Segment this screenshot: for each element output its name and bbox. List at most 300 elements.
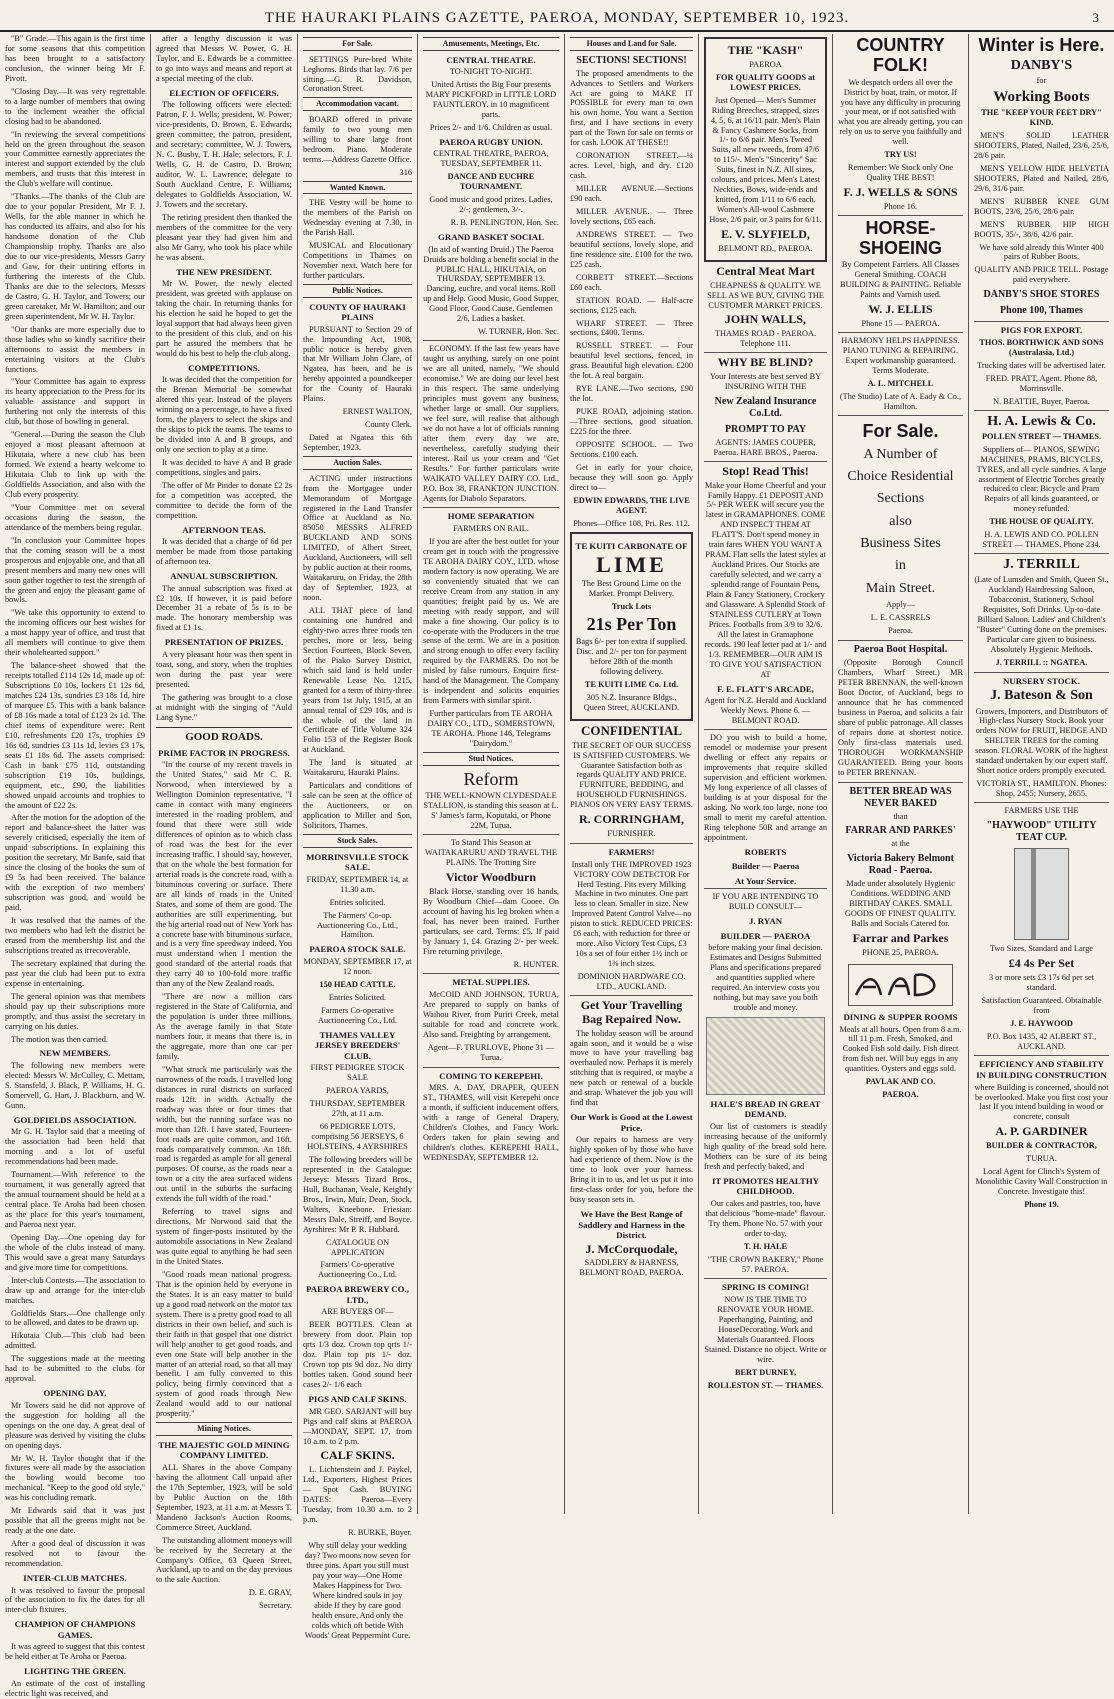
stock-sales-header: Stock Sales. <box>303 834 412 848</box>
brewery-items: BEER BOTTLES. Clean at brewery from door. Plain top qrts 1/3 doz. Crown top qrts 1/- doz. Plain top pts 1/- doz. Crown top pts 9d doz. No dirty bottles taken. Good sound beer cases 2/- 1/6 each <box>303 1320 412 1390</box>
jersey-auctioneer: Farmers' Co-operative Auctioneering Co., Ltd. <box>317 1260 398 1280</box>
article-para: "In reviewing the several competitions held on the green throughout the season your Committee earnestly appreciates the interest and support extended by the club members, and trusts that this interest in the Club's welfare will continue. <box>5 129 145 189</box>
sale-auctioneer: The Farmers' Co-op. Auctioneering Co., Ltd., Hamilton. <box>316 910 399 940</box>
article-para: ALL Shares in the above Company having the allotment Call unpaid after the 17th September, 1923, will be sold by Public Auction on the 18th September, 1923, at 11 a.m. at Messrs T. Mandeno Jackson's Auction Rooms, Commerce Street, Auckland. <box>156 1462 292 1532</box>
build-name: ROBERTS <box>744 846 787 857</box>
blind-agents: AGENTS: JAMES COUPER, Paeroa. HARE BROS., Paeroa. <box>713 437 818 457</box>
danby-stock: We have sold already this Winter 400 pairs of Rubber Boots. <box>979 242 1104 262</box>
article-para: The outstanding allotment moneys will be received by the Secretary at the Company's Office, 63 Queen Street, Auckland, up to and on the day previous to the sale Auction. <box>156 1535 292 1585</box>
article-para: The gathering was brought to a close at midnight with the singing of "Auld Lang Syne." <box>156 692 292 722</box>
column-8 <box>968 34 1114 1514</box>
article-para: "Thanks.—The thanks of the Club are due to your popular President, Mr F. J. Wells, for the able manner in which he has conducted its affairs, and also for his handsome donation of the Club Championship trophy. Thanks are also due to our vice-presidents, Messrs Garry and Gaw, for their untiring efforts in furthering the interests of the Club. Thanks are due to the selectors, Messrs de Castro, G. H. Taylor, and Towers; our green caretaker, Mr W. Hamilton; and our green superintendent, Mr W. H. Taylor. <box>5 192 145 321</box>
article-para: The following new members were elected: Messrs W. McCulley, C. Mettam, S. Stansfeld, J. Black, P. Williams, H. G. Somervell, G. Hart, J. Blackburn, and W. Gunn. <box>5 1061 145 1110</box>
masthead <box>0 6 1114 32</box>
lime-price: 21s Per Ton <box>586 614 677 635</box>
theatre-title: CENTRAL THEATRE. <box>446 54 536 65</box>
saddlery-addr: SADDLERY & HARNESS, BELMONT ROAD, PAEROA. <box>579 1258 684 1278</box>
country-text: We despatch orders all over the District by boat, train, or motor. If you have any difficulty in procuring your meat, or if not satisfied with what you are already getting, you can rely on us to serve you faithfully and well. <box>838 77 963 147</box>
notice-text: ACTING under instructions from the Mortgagee under Memorandum of Mortgage registered in the Land Transfer Office at Auckland as No. 85050 MESSRS ALFRED BUCKLAND AND SONS LIMITED, of Albert Street, Auckland, Auctioneers, will sell by public auction at their rooms, Waitakaruru, on Friday, the 28th day of September, 1923, at noon. <box>303 473 412 603</box>
article-para: An estimate of the cost of installing electric light was received, and <box>5 1678 145 1698</box>
column-4 <box>417 34 564 1514</box>
cup-sizes: Two Sizes, Standard and Large <box>989 944 1094 954</box>
gardiner-agent: Local Agent for Clinch's System of Monolithic Cavity Wall Construction in Concrete. Investigate this! <box>975 1167 1108 1196</box>
article-para: The secretary explained that during the past year the club had been put to extra expense in entertaining. <box>5 958 145 988</box>
saddlery-tag: We Have the Best Range of Saddlery and Harness in the District. <box>578 1208 685 1241</box>
calf-buyer: R. BURKE, Buyer. <box>348 1527 412 1537</box>
article-para: Mr G. H. Taylor said that a meeting of the association had been held that morning and a lot of useful recommendations had been made. <box>5 1127 145 1167</box>
lewis-text: Suppliers of— PIANOS, SEWING MACHINES, PRAMS, BICYCLES, TYRES, and all cycle sundries. A large assortment of Electric Torches greatly reduced to clear. Bicycle and Pram Repairs of all kinds guaranteed, or money refunded. <box>976 444 1107 514</box>
column-1 <box>0 34 150 1698</box>
spring-title: SPRING IS COMING! <box>704 1278 827 1293</box>
subhead-president: THE NEW PRESIDENT. <box>176 266 272 277</box>
reform-title: Reform <box>463 768 519 789</box>
metal-text: McCOID AND JOHNSON, TURUA, Are prepared to supply on banks of Waihou River, from Puriri Creek, metal suitable for road and concrete work. Also sand. Freighting by arrangement. <box>423 990 559 1039</box>
article-para: It was agreed to suggest that this contest be held either at Te Aroha or Paeroa. <box>5 1642 145 1662</box>
article-para: "In the course of my recent travels in the United States," said Mr C. R. Norwood, when interviewed by a Wellington Dominion representative, "I came in contact with many engineers interested in the roading problem, and found that there were still wide differences of opinion as to which class of road was the best for the ever increasing traffic. I should say, however, that on the whole the best formation for arterial roads is the concrete road, with a bituminous covering or surface. There are all kinds of roads in the United States, and some of them are good. The authorities are still experimenting, but the big arterial road out of New York has a concrete base with bituminous surface, and is a very fine speedway indeed. You must understand when I mention the good standard of the arterial roads that they carry 40 to 100-fold more traffic than any of the New Zealand roads. <box>156 760 292 989</box>
fp-name: Farrar and Parkes <box>852 931 949 946</box>
nursery-title: NURSERY STOCK. <box>974 672 1109 687</box>
pavlak-logo <box>848 964 953 1006</box>
sale-line: Choice Residential <box>847 468 954 484</box>
signature: ERNEST WALTON, <box>342 407 412 417</box>
social-sig: W. TURNER, Hon. Sec. <box>478 327 559 337</box>
article-para: "General.—During the season the Club enjoyed a most pleasant afternoon at Hikutaia, where a new club has been formed. We extend a hearty welcome to Hikutaia Club to link up with the Goldfields Association, and also with the Club every prosperity. <box>5 430 145 499</box>
ryan-name: J. RYAN <box>748 916 783 927</box>
country-phone: Phone 16. <box>883 201 918 211</box>
ryan-intro: IF YOU ARE INTENDING TO BUILD CONSULT— <box>704 888 827 912</box>
pigs-export-title: PIGS FOR EXPORT. <box>974 321 1109 336</box>
danby-item: MEN'S RUBBER HIP HIGH BOOTS, 35/-, 38/6, 42/6 pair. <box>974 219 1109 239</box>
subhead-prime-factor: PRIME FACTOR IN PROGRESS. <box>158 747 290 758</box>
subhead-champion: CHAMPION OF CHAMPIONS GAMES. <box>14 1619 136 1640</box>
article-para: After the motion for the adoption of the report and balance-sheet the latter was severely criticised, especially the item of unpaid subscriptions. In explaining this position the secretary, Mr Banfe, said that since the closing of the books the sum of £9 5s had been received. The balance with the exception of two members' subscription was good, and would be paid. <box>5 813 145 913</box>
confidential-title: CONFIDENTIAL <box>580 722 683 738</box>
travel-good: Our Work is Good at the Lowest Price. <box>570 1112 693 1133</box>
lime-co: TE KUITI LIME Co. Ltd. <box>584 679 679 689</box>
notice-text: PURSUANT to Section 29 of the Impounding Act, 1908, public notice is hereby given that Mr William John Clare, of Ngatea, has been, and he is hereby appointed a poundkeeper for the County of Hauraki Plains. <box>303 324 412 404</box>
lime-word: LIME <box>596 552 667 578</box>
country-name: F. J. WELLS & SONS <box>843 185 958 200</box>
listing: CORBETT STREET.—Sections £60 each. <box>570 272 693 292</box>
spring-name: BERT DURNEY, <box>734 1367 797 1377</box>
meat-addr: THAMES ROAD - PAEROA. Telephone 111. <box>714 329 817 349</box>
article-para: It was decided that a charge of 6d per member be made from those partaking of afternoon tea. <box>156 537 292 567</box>
gardiner-text: where Building is concerned, should not be overlooked. Make you first cost your last If you intend building in wood or concrete, consult <box>974 1082 1109 1122</box>
county-title: COUNTY OF HAURAKI PLAINS <box>309 301 406 323</box>
bread-bakery: Victoria Bakery Belmont Road - Paeroa. <box>847 853 954 877</box>
kash-sub: FOR QUALITY GOODS at LOWEST PRICES. <box>715 72 816 92</box>
article-para: The annual subscription was fixed at £2 10s. If however, it is paid before December 31 a rebate of 5s is to be made. The honorary membership was fixed at £1 1s. <box>156 583 292 633</box>
gardiner-trade: BUILDER & CONTRACTOR, <box>986 1141 1097 1151</box>
notice-text: ALL THAT piece of land containing one hundred and eighty-two acres three roods ten perches, more or less, being Section Fourteen, Block Seven, of the Piako Survey District, which said land is held under Renewable Lease No. 1215, granted for a term of thirty-three years from 1st July, 1915, at an annual rental of £29 10s, and is the whole of the land in Certificate of Title Volume 324 Folio 153 of the Register Book at Auckland. <box>303 606 412 755</box>
classified-ad: MUSICAL and Elocutionary Competitions in Thames on November next. Watch here for further particulars. <box>303 241 412 280</box>
lime-addr: 305 N.Z. Insurance Bldgs., Queen Street, AUCKLAND. <box>583 692 680 712</box>
article-para: "Our thanks are more especially due to those ladies who so kindly sacrifice their afternoons to assist the members in entertaining visitors at the Club's functions. <box>5 324 145 374</box>
rugby-title: PAEROA RUGBY UNION. <box>439 136 543 147</box>
country-remember: Remember: We Stock only One Quality THE BEST! <box>847 163 954 183</box>
bread-illustration <box>706 1017 825 1095</box>
article-para: Hikutaia Club.—This club had been admitted. <box>5 1331 145 1351</box>
boot-title: Paeroa Boot Hospital. <box>838 640 963 656</box>
classified-ad: THE Vestry will be home to the members of the Parish on Wednesday evening at 7.30, in the Parish Hall. <box>303 198 412 238</box>
woodburn-text: Black Horse, standing over 16 hands, By Woodburn Chief—dam Cooee. On account of having his leg broken when a foal, has never been trained. Further particulars, see card. Terms: £5. If paid by January 1, £4. Grazing 2/- per week. Fire returning privilege. <box>423 886 559 956</box>
classified-ad: SETTINGS Pure-bred White Leghorns. Birds that lay. 7/6 per sitting.—G. R. Davidson, Coronation Street. <box>303 54 412 94</box>
article-para: "In conclusion your Committee hopes that the coming season will be a most prosperous and enjoyable one, and that all present members and many new ones will soon gather together to test the strength of the green and enjoy the pleasant game of bowls. <box>5 535 145 605</box>
meat-text: CHEAPNESS & QUALITY. WE SELL AS WE BUY, GIVING THE CUSTOMER MARKET PRICES. <box>707 280 824 310</box>
danby-item: MEN'S YELLOW HIDE HELVETIA SHOOTERS, Plated and Nailed, 28/6, 29/6, 31/6 pair. <box>974 163 1109 193</box>
hale-text2: Our cakes and pastries, too, have that delicious "home-made" flavour. Try them. Phone No. 57 with your order to-day. <box>705 1198 826 1238</box>
mining-title: THE MAJESTIC GOLD MINING COMPANY LIMITED. <box>158 1439 290 1461</box>
sections-text: The proposed amendments to the Advances to Settlers and Workers Act are going to MAKE IT POSSIBLE for every man to own his own home. You want a Section first, and I have sections in every part of the Town for sale on terms or for cash. LOOK AT THESE!! <box>570 68 693 148</box>
rugby-place: CENTRAL THEATRE, PAEROA, TUESDAY, SEPTEMBER 11. <box>433 149 549 169</box>
danby-kind: THE "KEEP YOUR FEET DRY" KIND. <box>981 108 1102 128</box>
article-para: The motion was then carried. <box>11 1034 108 1044</box>
article-para: It was resolved that the names of the two members who had left the district be erased from the membership list and the subscriptions treated as irrecoverable. <box>5 916 145 955</box>
gardiner-name: A. P. GARDINER <box>995 1124 1088 1139</box>
article-para: The retiring president then thanked the members of the committee for the very pleasant year they had given him and also Mr Garry, who took his place while he was absent. <box>156 212 292 262</box>
bread-name: FARRAR AND PARKES' <box>845 825 956 837</box>
meat-name: JOHN WALLS, <box>724 312 807 327</box>
lewis-sig: H. A. LEWIS AND CO. POLLEN STREET — THAMES. Phone 234. <box>982 530 1101 550</box>
sale-line: Business Sites <box>860 536 941 552</box>
subhead-goldfields: GOLDFIELDS ASSOCIATION. <box>13 1114 137 1125</box>
article-para: after a lengthy discussion it was agreed that Messrs W. Power, G. H. Taylor, and E. Edwards be a committee to go into ways and means and report at a special meeting of the club. <box>156 34 292 83</box>
sale-date: FRIDAY, SEPTEMBER 14, at 11.30 a.m. <box>306 874 409 894</box>
accommodation-header: Accommodation vacant. <box>303 97 412 111</box>
subhead-new-members: NEW MEMBERS. <box>39 1048 111 1059</box>
script-logo-icon <box>851 969 951 1001</box>
bread-text: Made under absolutely Hygienic Conditions. WEDDING AND BIRTHDAY CAKES. SMALL GOODS OF FINEST QUALITY. Balls and Socials Catered for. <box>844 879 957 929</box>
subhead-interclub: INTER-CLUB MATCHES. <box>23 1572 127 1583</box>
sale-auctioneer: Farmers Co-operative Auctioneering Co., Ltd. <box>317 1005 398 1025</box>
travel-title: Get Your Travelling Bag Repaired Now. <box>570 995 693 1027</box>
signature: Secretary. <box>259 1601 292 1611</box>
bread-title: BETTER BREAD WAS NEVER BAKED <box>838 782 963 810</box>
listing: RYE LANE.—Two sections, £90 the lot. <box>570 384 693 404</box>
home-sep-title: HOME SEPARATION <box>423 507 559 522</box>
sale-line: Sections <box>876 491 925 507</box>
column-5 <box>564 34 698 1514</box>
danby-boots: Working Boots <box>993 88 1090 105</box>
cup-price: £4 4s Per Set <box>1008 955 1075 970</box>
signature: County Clerk. <box>364 420 412 430</box>
kerepehi-text: MRS. A. DAY, DRAPER, QUEEN ST., THAMES, will visit Kerepehi once a month, if sufficient inducement offers, with a range of General Drapery, Children's Clothes, and Fancy Work. Orders taken for plain sewing and children's clothes. KEREPEHI HALL, WEDNESDAY, SEPTEMBER 12. <box>423 1083 559 1162</box>
masthead-title: THE HAURAKI PLAINS GAZETTE, PAEROA, MONDAY, SEPTEMBER 10, 1923. <box>264 10 850 26</box>
article-para: The balance-sheet showed that the receipts totalled £114 12s 1d, made up of: Subscriptions £0 10s, lockers £1 12s 6d, matches £24 13s, sundries £3 18s 1d, hire of marquee £5. This with a bank balance of £8 16s made a total of £123 2s 1d. The chief items of expenditure were: Rent £10, refreshments £20 17s, trophies £9 16s 6d, sundries £3 11s 1d, levies £3 17s, seats £1 18s 6d. The assets comprised: Cash in bank £75 11d, outstanding subscription £19 10s, buildings, equipment, etc., £90, the liabilities showed unpaid accounts and trophies to the amount of £22 2s. <box>5 661 145 810</box>
theatre-text: United Artists the Big Four presents MARY PICKFORD in LITTLE LORD FAUNTLEROY. in 10 magnificent parts. <box>425 80 557 119</box>
article-para: Mr Towers said he did not approve of the suggestion for holding all the openings on the one day. A great deal of pleasure was derived by visiting the clubs on opening days. <box>5 1400 145 1450</box>
column-6 <box>698 34 832 1514</box>
theatre-prices: Prices 2/- and 1/6. Children as usual. <box>429 122 553 132</box>
sale-line: A Number of <box>863 446 938 462</box>
page-number: 3 <box>1092 10 1100 25</box>
subhead-teas: AFTERNOON TEAS. <box>182 524 266 535</box>
article-para: Mr W. H. Taylor thought that if the fixtures were all made by the association the bowling would become too mechanical. "Keep to the good old style," was his concluding remark. <box>5 1453 145 1503</box>
social-title: GRAND BASKET SOCIAL <box>438 232 544 243</box>
pigs-co: THOS. BORTHWICK AND SONS (Australasia, Ltd.) <box>979 337 1104 357</box>
bread-than: than <box>893 811 908 821</box>
notice-text: Particulars and conditions of sale can be seen at the office of the Auctioneers, or on application to Miller and Son, Solicitors, Thames. <box>303 781 412 831</box>
subhead-annual: ANNUAL SUBSCRIPTION. <box>170 571 278 582</box>
fp-phone: PHONE 25, PAEROA. <box>862 948 939 957</box>
cup-name: J. E. HAYWOOD <box>1010 1018 1073 1028</box>
ryan-trade: BUILDER — PAEROA <box>720 930 811 941</box>
hale-health: IT PROMOTES HEALTHY CHILDHOOD. <box>711 1175 820 1197</box>
sale-line: also <box>889 513 912 529</box>
woodburn-intro: To Stand This Season at WAITAKARURU AND TRAVEL THE PLAINS. The Trotting Sire <box>423 834 559 868</box>
harmony-name: A. L. MITCHELL <box>867 378 934 388</box>
harmony-addr: (The Studio) Late of A. Eady & Co., Hamilton. <box>839 391 962 411</box>
horse-phone: Phone 15 — PAEROA. <box>861 319 940 329</box>
corringham-trade: FURNISHER. <box>607 829 656 839</box>
kash-name: E. V. SLYFIELD, <box>721 227 810 242</box>
article-para: The suggestions made at the meeting had to be submitted to the clubs for approval. <box>5 1354 145 1384</box>
sale-name: L. E. CASSRELS <box>870 613 931 623</box>
listing: MILLER AVENUE. — Three lovely sections, £65 each. <box>570 206 693 226</box>
blind-company: New Zealand Insurance Co.Ltd. <box>714 395 817 419</box>
jersey-catalogue: CATALOGUE ON APPLICATION <box>325 1237 390 1257</box>
article-para: Goldfields Stars.—One challenge only to be allowed, and dates to be drawn up. <box>5 1308 145 1328</box>
cup-sat: Satisfaction Guaranteed. Obtainable from <box>981 995 1102 1015</box>
mining-notices-header: Mining Notices. <box>156 1422 292 1436</box>
calf-text: L. Lichtenstein and J. Paykel, Ltd., Exporters. Highest Prices — Spot Cash. BUYING DATES: Paeroa—Every Tuesday, from 10.30 a.m. to 2 p.m. <box>303 1465 412 1525</box>
subhead-competitions: COMPETITIONS. <box>188 362 260 373</box>
kash-addr: BELMONT RD., PAEROA. <box>718 243 813 253</box>
bateson-addr: VICTORIA ST., HAMILTON. Phones: Shop, 2455; Nursery, 2655. <box>976 779 1107 799</box>
blind-title: WHY BE BLIND? <box>704 352 827 370</box>
sale-cattle: 150 HEAD CATTLE. <box>319 979 396 989</box>
travel-text2: Our repairs to harness are very highly spoken of by those who have had experience of them. Now is the time to look over your harness. Bring it in to us, and let us put it into first-class order for you, before the busy season sets in. <box>570 1135 693 1205</box>
article-para: Opening Day.—One opening day for the whole of the clubs instead of many. This would save a great many Saturdays and give more time for competitions. <box>5 1232 145 1272</box>
confidential-text: THE SECRET OF OUR SUCCESS IS SATISFIED CUSTOMERS. We Guarantee Satisfaction both as regards QUALITY AND PRICE. FURNITURE, BEDDING, and HOUSEHOLD FURNISHINGS. PIANOS ON VERY EASY TERMS. <box>570 740 693 810</box>
article-para: "There are now a million cars registered in the State of California, and the population is under three millions. As the average family in that State numbers four, it means that there is, in the aggregate, more than one car per family. <box>156 992 292 1061</box>
column-7 <box>832 34 968 1514</box>
amusements-header: Amusements, Meetings, Etc. <box>423 37 559 51</box>
article-para: "Good roads mean national progress. That is the opinion held by everyone in the States. It is an easy matter to build up a good road network on the motor tax system. There is a pretty good road to all districts in their own belief, and such is their faith in that gospel that one district will help another to get good roads, and even one State will help another in the matter of an arterial road, so that all may benefit. I am fully converted to this policy, being firmly convinced that a system of good roads through New Zealand would add to our national prosperity." <box>156 1269 292 1419</box>
pigs-text: MR GEO. SARJANT will buy Pigs and calf skins at PAEROA—MONDAY, SEPT. 17, from 10 a.m. to 2 p.m. <box>303 1406 412 1446</box>
sale-date: MONDAY, SEPTEMBER 17, at 12 noon. <box>303 956 412 976</box>
article-para: Mr Edwards said that it was just possible that all the greens might not be ready at the one date. <box>5 1506 145 1536</box>
blind-text: Your Interests are best served BY INSURING WITH THE <box>709 371 822 391</box>
metal-title: METAL SUPPLIES. <box>423 973 559 988</box>
danby-title: DANBY'S <box>1010 57 1073 73</box>
woodburn-title: Victor Woodburn <box>445 870 537 885</box>
article-para: It was resolved to favour the proposal of the association to fix the dates for all inter-club fixtures. <box>5 1585 145 1615</box>
blind-prompt: PROMPT TO PAY <box>724 423 807 435</box>
tonight: TO-NIGHT TO-NIGHT. <box>449 67 533 77</box>
metal-sig: Agent—F. TRURLOVE, Phone 31 — Turua. <box>427 1042 555 1062</box>
reform-text: THE WELL-KNOWN CLYDESDALE STALLION, is standing this season at L. S' James's farm, Koputaki, or Phone 22M, Turua. <box>423 791 559 831</box>
jersey-title: THAMES VALLEY JERSEY BREEDERS' CLUB. <box>314 1029 401 1061</box>
dining-text: Meals at all hours. Open from 8 a.m. till 11 p.m. Fresh, Smoked, and Cooked Fish sold daily. Fish direct from fish net. Will buy eggs in any quantities. Oysters and eggs sold. <box>839 1024 962 1074</box>
article-para: A very pleasant hour was then spent in toast, song, and story, when the trophies won during the past year were presented. <box>156 649 292 689</box>
cup-intro: FARMERS USE THE <box>974 802 1109 816</box>
danby-phone: Phone 100, Thames <box>1000 305 1083 317</box>
terrill-text: (Late of Lumsden and Smith, Queen St., Auckland) Hairdressing Saloon, Tobacconist, Stationery, School Requisites, Soft Drinks. Up-to-date Billiard Saloon. Ladies' and Children's "Buster" Cutting done on the premises. Particular care given to business. Absolutely Hygienic Methods. <box>974 575 1109 654</box>
pigs-title: PIGS AND CALF SKINS. <box>308 1394 407 1405</box>
hale-title: HALE'S BREAD IN GREAT DEMAND. <box>710 1098 821 1120</box>
farmers-title: FARMERS! <box>570 843 693 858</box>
lewis-addr: POLLEN STREET — THAMES. <box>981 431 1102 441</box>
home-sep-sig: Further particulars from TE AROHA DAIRY CO., LTD., SOMERSTOWN, TE AROHA. Phone 146, Telegrams "Dairydom." <box>427 709 555 749</box>
woodburn-sig: R. HUNTER. <box>513 959 559 969</box>
hale-text: Our list of customers is steadily increasing because of the uniformly high quality of the bread sold here. Mothers can be sure of its being fresh and perfectly baked, and <box>704 1121 827 1171</box>
ad-number: 316 <box>399 167 412 177</box>
paeroa-sale-title: PAEROA STOCK SALE. <box>309 944 406 955</box>
corringham-name: R. CORRINGHAM, <box>579 812 684 827</box>
listing: OPPOSITE SCHOOL. — Two Sections. £100 each. <box>570 440 693 459</box>
pigs-text: Trucking dates will be advertised later. <box>977 360 1106 370</box>
auction-sales-header: Auction Sales. <box>303 456 412 470</box>
cup-addr: P.O. Box 1435, 42 ALBERT ST., AUCKLAND. <box>986 1031 1097 1051</box>
agent-name: EDWIN EDWARDS, THE LIVE AGENT. <box>573 495 690 515</box>
farmers-text: Install only THE IMPROVED 1923 VICTORY COW DETECTOR For Herd Testing. Fits every Milking Machine in two minutes. One part less to clean. Smaller in size. New Improved Patent Control Valve—no piston to stick. REDUCED PRICES: £6 each, with reduction for three or more. Also Victory Test Cups, £3 10s a set of four either 1½ inch or 1⅜ inch sizes. <box>570 859 693 969</box>
jersey-lots: 66 PEDIGREE LOTS, comprising 56 JERSEYS, 6 HOLSTEINS, 4 AYRSHIRES <box>307 1122 408 1151</box>
bread-at: at the <box>891 839 910 849</box>
sale-place: Paeroa. <box>888 626 913 636</box>
danby-item: MEN'S SOLID LEATHER SHOOTERS, Plated, Nailed, 23/6, 25/6, 28/6 pair. <box>974 131 1109 160</box>
horse-name: W. J. ELLIS <box>868 302 933 317</box>
stop-title: Stop! Read This! <box>704 461 827 479</box>
country-try: TRY US! <box>884 150 917 160</box>
harmony-text: HARMONY HELPS HAPPINESS. PIANO TUNING & REPAIRING. Expert workmanship guaranteed. Terms Moderate. <box>838 332 963 376</box>
build-service: At Your Service. <box>734 875 797 886</box>
stud-notices-header: Stud Notices. <box>423 752 559 766</box>
classified-ad: BOARD offered in private family to two young men willing to share large front bedroom. Piano. Moderate terms.—Address Gazette Office. <box>303 115 412 164</box>
sale-entries: Entries solicited. <box>329 897 386 907</box>
cup-title: "HAYWOOD" UTILITY TEAT CUP. <box>986 820 1097 844</box>
build-text: DO you wish to build a home, remodel or modernise your present dwelling or effect any repairs or improvements that require skilled supervision and efficient workmen. My long experience of all classes of building is at your disposal for the asking. No work too large, none too small to merit my careful attention. Ring telephone 50R and arrange an appointment. <box>704 729 827 842</box>
rugby-sig: R. B. PENLINGTON, Hon. Sec. <box>450 218 559 228</box>
home-sep-sub: FARMERS ON RAIL. <box>453 524 529 533</box>
article-para: "Your Committee met on several occasions during the season, the attendance of the members being regular. <box>5 502 145 532</box>
hale-name: T. H. HALE <box>743 1241 788 1251</box>
sale-line: Main Street. <box>865 580 936 596</box>
rugby-event: DANCE AND EUCHRE TOURNAMENT. <box>447 172 535 192</box>
danby-for: for <box>1036 75 1047 85</box>
horse-text: By Competent Farriers. All Classes General Smithing. COACH BUILDING & PAINTING. Reliable Paints and Varnish used. <box>840 260 961 300</box>
column-2 <box>150 34 297 1611</box>
public-notices-header: Public Notices. <box>303 284 412 298</box>
headline-good-roads: GOOD ROADS. <box>156 727 292 744</box>
listing: PUKE ROAD, adjoining station.—Three sections, good situation. £225 for the three. <box>570 407 693 437</box>
brewery-sub: ARE BUYERS OF— <box>321 1307 394 1317</box>
lime-text: The Best Ground Lime on the Market. Prompt Delivery. <box>581 579 682 599</box>
lime-ad <box>570 532 693 721</box>
stop-agent: Agent for N.Z. Herald and Auckland Weekly News. Phone 6. — BELMONT ROAD. <box>704 696 827 726</box>
winter-title: Winter is Here. <box>978 35 1105 55</box>
listing: MILLER AVENUE.—Sections £90 each. <box>570 184 693 204</box>
pigs-buyer: N. BEATTIE, Buyer, Paeroa. <box>993 396 1090 406</box>
article-para: "B" Grade.—This again is the first time for some seasons that this competition has been brought to a satisfactory conclusion, the winner being Mr F. Pivott. <box>5 34 145 83</box>
subhead-prizes: PRESENTATION OF PRIZES. <box>164 637 284 648</box>
farmers-sig: DOMINION HARDWARE CO. LTD., AUCKLAND. <box>577 972 686 992</box>
sections-title: SECTIONS! SECTIONS! <box>576 54 687 66</box>
article-para: Mr W. Power, the newly elected president, was greeted with applause on taking the chair. In returning thanks for his election he said he hoped to get the loyal support that had always been given to the president of this club, and on his part he assured the members that he would do his best to help the club along. <box>156 279 292 358</box>
boot-text: (Opposite Borough Council Chambers, Wharf Street.) MR PETER BRENNAN, the well-known Boot Doctor, of Auckland, begs to announce that he has commenced business in Paeroa, and solicits a fair share of public patronage. All classes of repairs done at shortest notice. Only first-class materials used. THOROUGH WORKMANSHIP GUARANTEED. Bring your hoots to PETER BRENNAN. <box>838 658 963 777</box>
wedding-verse: Why still delay your wedding day? Two moons now seven for three pins. Apart you still must pay your way—One Home Makes Happiness for Two. Where kindred souls in joy abide If they by care good health ensure, And only the colds which oft betide With Woods' Great Peppermint Cure. <box>304 1540 411 1640</box>
ryan-text: before making your final decision. Estimates and Designs Submitted Plans and specifications prepared and quantities supplied where required. An interview costs you nothing, but may save you both trouble and money. <box>708 943 823 1012</box>
kerepehi-title: COMING TO KEREPEHI. <box>423 1067 559 1082</box>
meat-title: Central Meat Mart <box>716 263 815 278</box>
notice-date: Dated at Ngatea this 6th September, 1923. <box>303 433 412 453</box>
article-para: "We take this opportunity to extend to the incoming officers our best wishes for a most happy year of office, and trust that all members will continue to give them their wholehearted support." <box>5 608 145 658</box>
build-trade: Builder — Paeroa <box>731 861 800 872</box>
wanted-known-header: Wanted Known. <box>303 181 412 195</box>
dining-name: PAVLAK AND CO. <box>865 1077 936 1087</box>
kash-text: Just Opened— Men's Summer Riding Breeches, strapped, sizes 4, 5, 6, at 16/11 pair. Men's Plain & Fancy Cashmere Socks, from 1/- to 6/6 pair. Men's Tweed Suits, all new tweeds, from 47/6 to 115/-. Men's "Sincerity" Sac Suits, finest in N.Z. All sizes, colours, and prices. Men's Latest Neckties, Bows, wide-ends and knitted, from 1/11 to 6/6 each. Women's All-wool Cashmere Hose, 2/6 pair, or 3 pairs for 6/11. <box>709 95 822 225</box>
listing: CORONATION STREET.—¼ acres. Level, high, and dry. £120 cash. <box>570 151 693 181</box>
sale-entries: Entries Solicited. <box>328 992 387 1002</box>
stop-text: Make your Home Cheerful and your Family Happy. £1 DEPOSIT AND 5/- PER WEEK will secure you the latest in GRAMAPHONES. COME AND INSPECT THEM AT FLATT'S. Don't spend money in train fares WHEN YOU WANT A PRAM. Flatt sells the latest styles at Auckland Prices. Our Stocks are carefully selected, and we carry a splendid range of Fountain Pens, Plain & Fancy Stationery, Crockery and Glassware. A Splendid Stock of STAINLESS CUTLERY at Town Prices. Footballs from 3/9 to 32/6. All the latest in Gramaphone records. 190 leaf letter pad at 1/- and 1/3. REMEMBER—OUR AIM IS TO GIVE YOU SATISFACTION AT <box>704 480 827 679</box>
subhead-opening-day: OPENING DAY. <box>43 1388 107 1399</box>
danby-item: MEN'S RUBBER KNEE GUM BOOTS, 23/6, 25/6, 28/6 pair. <box>974 196 1109 216</box>
danby-store: DANBY'S SHOE STORES <box>983 289 1100 301</box>
jersey-sub: FIRST PEDIGREE STOCK SALE <box>310 1063 405 1083</box>
gardiner-title: EFFICIENCY AND STABILITY IN BUILDING CONSTRUCTION <box>974 1055 1109 1080</box>
country-title: COUNTRY FOLK! <box>856 35 945 75</box>
gardiner-phone: Phone 19. <box>1024 1199 1059 1209</box>
listing: WHARF STREET. — Three sections, £400. Terms. <box>570 318 693 338</box>
dining-place: PAEROA. <box>882 1090 919 1100</box>
listing: STATION ROAD. — Half-acre sections, £125 each. <box>570 295 693 315</box>
lewis-house: THE HOUSE OF QUALITY. <box>989 517 1094 527</box>
article-para: The offer of Mr Pinder to donate £2 2s for a competition was accepted, the committee to decide the form of the competition. <box>156 480 292 520</box>
home-sep-text: If you are after the best outlet for your cream get in touch with the progressive TE AROHA DAIRY COY., LTD. whose modern factory is now operating. We are so conveniently situated that we can receive Cream from any station in any quantities; freight paid by us. We are meeting with ready support, and will make a fine showing. Our policy is to co-operate with the Producers in the true sense of the term. We are in a position and strong enough to offer every facility required by the FARMERS. Do not be misled by false rumours. Enquire first-hand of the Management. The Company is independent and solicits enquiries from Farmers with similar spirit. <box>423 536 559 706</box>
cup-terms: 3 or more sets £3 17s 6d per set standard. <box>988 972 1095 992</box>
bateson-title: J. Bateson & Son <box>990 688 1093 704</box>
lime-intro: TE KUITI CARBONATE OF <box>575 540 688 551</box>
calf-title: CALF SKINS. <box>320 1448 395 1463</box>
houses-header: Houses and Land for Sale. <box>570 37 693 51</box>
subhead-election: ELECTION OF OFFICERS. <box>169 87 279 98</box>
sections-close: Get in early for your choice, because they will soon go. Apply direct to— <box>570 462 693 492</box>
agent-phones: Phones—Office 108, Pri. Res. 112. <box>573 518 690 528</box>
hale-addr: "THE CROWN BAKERY," Phone 57. PAEROA. <box>707 1254 824 1274</box>
bateson-text: Growers, Importers, and Distributors of High-class Nursery Stock. Book your orders NOW for FRUIT, HEDGE AND SHELTER TREES for the coming season. FLORAL WORK of the highest standard undertaken by our expert staff. Short notice orders promptly executed. <box>975 706 1108 776</box>
spring-text: NOW IS THE TIME TO RENOVATE YOUR HOME. Paperhanging, Painting, and HouseDecorating. Work and Materials Guaranteed. Floors Stained. Distance no object. Write or wire. <box>704 1295 827 1364</box>
signature: D. E. GRAY, <box>248 1588 292 1598</box>
notice-text: The land is situated at Waitakaruru, Hauraki Plains. <box>303 758 412 778</box>
listing: ANDREWS STREET. — Two beautiful sections, lovely slope, and fine residence site. £100 for the two. £25 cash. <box>570 229 693 269</box>
morrinsville-title: MORRINSVILLE STOCK SALE. <box>306 851 409 873</box>
lewis-title: H. A. Lewis & Co. <box>974 410 1109 430</box>
column-3 <box>297 34 417 1640</box>
horse-title: HORSE-SHOEING <box>838 215 963 259</box>
gardiner-place: TURUA. <box>1026 1154 1057 1164</box>
article-para: Referring to travel signs and directions, Mr Norwood said that the system of finger-posts instituted by the automobile associations in New Zealand was quite equal to anything he had seen in the United States. <box>156 1207 292 1266</box>
terrill-sig: J. TERRILL :: NGATEA. <box>995 657 1088 667</box>
danby-quality: QUALITY AND PRICE TELL. Postage paid everywhere. <box>974 265 1109 285</box>
kash-place: PAEROA <box>749 59 782 69</box>
kash-title: THE "KASH" <box>727 43 804 57</box>
dining-title: DINING & SUPPER ROOMS <box>843 1011 958 1022</box>
brewery-title: PAEROA BREWERY CO., LTD., <box>306 1284 409 1305</box>
social-text: (In aid of wanting Druid.) The Paeroa Druids are holding a benefit social in the PUBLIC HALL, HIKUTAIA, on THURSDAY, SEPTEMBER 13. Dancing, euchre, and vocal items. Roll up and Help. Good Music, Good Supper, Good Floor, Good Cause. Gentlemen 2/6, Ladies a basket. <box>423 244 559 324</box>
article-para: "What struck me particularly was the narrowness of the roads. I travelled long distances in rural districts on surfaced roads 12ft. in width. Actually the roadway was three or four times that width, but the running surface was no more than 12ft. I have stated, Fourteen-foot roads are quite common, and 16ft. roads comparatively common. An 18ft. road is regarded as ample for all general purposes. Of course, as the roads near a town or a city the area surfaced widens out until in the suburbs the surfacing extends the full width of the road." <box>156 1064 292 1204</box>
article-para: After a good deal of discussion it was resolved not to favour the recommendation. <box>5 1539 145 1569</box>
travel-text: The holiday season will be around again soon, and it would be a wise move to have your travelling bag overhauled now. Perhaps it is merely stitching that is required, or maybe a new patch or renewal of a buckle and strap. Whatever the job you will find that <box>570 1028 693 1108</box>
rugby-text: Good music and good prizes. Ladies, 2/-; gentlemen, 3/-. <box>429 195 553 215</box>
stop-name: F. E. FLATT'S ARCADE, <box>717 683 814 694</box>
article-para: The following officers were elected: Patron, F. J. Wells; president, W. Power; vice-presidents, D. Brown, E. Edwards; green committee, the patron, president, and secretary; committee, W. J. Towers, N. C. Busby, T. H. Hale; selectors, F. J. Wells, G. H. de Castro, D. Brown; auditor, W. L. Lawrence; delegate to South Auckland Centre, F. Williams; delegates to Goldfields Association, W. J. Towers and the secretary. <box>156 100 292 209</box>
article-para: "Closing Day.—It was very regrettable to a large number of members that owing to the inclement weather the official closing had to be abandoned. <box>5 86 145 126</box>
saddlery-name: J. McCorquodale, <box>585 1241 678 1256</box>
pigs-agent: FRED. PRATT, Agent. Phone 88, Morrinsville. <box>985 373 1098 393</box>
lime-terms: Bags 6/- per ton extra if supplied. Disc. and 2/- per ton for payment before 28th of the month following delivery. <box>575 637 688 676</box>
for-sale-header: For Sale. <box>303 37 412 51</box>
subhead-lighting: LIGHTING THE GREEN. <box>24 1666 126 1677</box>
